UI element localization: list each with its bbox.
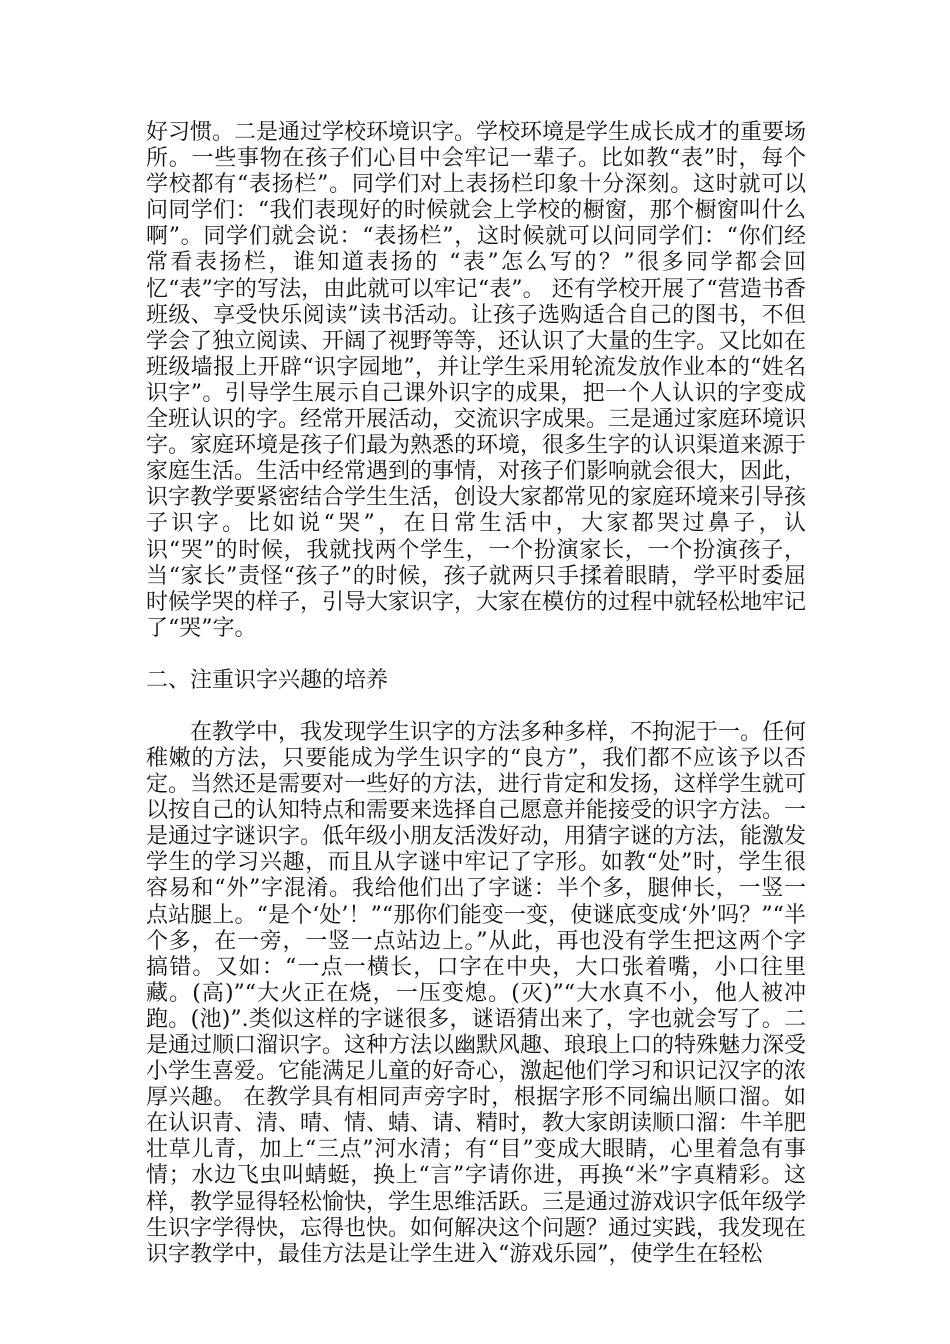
- document-body: [146, 120, 806, 1268]
- section-heading: 二、注重识字兴趣的培养: [146, 667, 389, 693]
- paragraph-2: 在教学中，我发现学生识字的方法多种多样，不拘泥于一。任何稚嫩的方法，只要能成为学生识字的“良方”，我们都不应该予以否定。当然还是需要对一些好的方法，进行肯定和发扬，这样学生就可以按自己的认知特点和需要来选择自己愿意并能接受的识字方法。一是通过字谜识字。低年级小朋友活泼好动，用猜字谜的方法，能激发学生的学习兴趣，而且从字谜中牢记了字形。如教“处”时，学生很容易和“外”字混淆。我给他们出了字谜：半个多，腿伸长，一竖一点站腿上。“是个‘处’！”“那你们能变一变，使谜底变成‘外’吗？”“半个多，在一旁，一竖一点站边上。”从此，再也没有学生把这两个字搞错。又如：“一点一横长，口字在中央，大口张着嘴，小口往里藏。(高)”“大火正在烧，一压变熄。(灭)”“大水真不小，他人被冲跑。(池)”.类似这样的字谜很多，谜语猜出来了，字也就会写了。二是通过顺口溜识字。这种方法以幽默风趣、琅琅上口的特殊魅力深受小学生喜爱。它能满足儿童的好奇心，激起他们学习和识记汉字的浓厚兴趣。 在教学具有相同声旁字时，根据字形不同编出顺口溜。如在认识青、清、晴、情、蜻、请、精时，教大家朗读顺口溜：牛羊肥壮草儿青，加上“三点”河水清；有“目”变成大眼睛，心里着急有事情；水边飞虫叫蜻蜓，换上“言”字请你进，再换“米”字真精彩。这样，教学显得轻松愉快，学生思维活跃。三是通过游戏识字低年级学生识字学得快，忘得也快。如何解决这个问题？通过实践，我发现在识字教学中，最佳方法是让学生进入“游戏乐园”，使学生在轻松: [146, 719, 807, 1267]
- paragraph-1: 好习惯。二是通过学校环境识字。学校环境是学生成长成才的重要场所。一些事物在孩子们心目中会牢记一辈子。比如教“表”时，每个学校都有“表扬栏”。同学们对上表扬栏印象十分深刻。这时就可以问同学们：“我们表现好的时候就会上学校的橱窗，那个橱窗叫什么啊”。同学们就会说：“表扬栏”，这时候就可以问同学们：“你们经常看表扬栏，谁知道表扬的 “表”怎么写的？”很多同学都会回忆“表”字的写法，由此就可以牢记“表”。 还有学校开展了“营造书香班级、享受快乐阅读”读书活动。让孩子选购适合自己的图书，不但学会了独立阅读、开阔了视野等等，还认识了大量的生字。又比如在班级墙报上开辟“识字园地”，并让学生采用轮流发放作业本的“姓名识字”。引导学生展示自己课外识字的成果，把一个人认识的字变成全班认识的字。经常开展活动，交流识字成果。三是通过家庭环境识字。家庭环境是孩子们最为熟悉的环境，很多生字的认识渠道来源于家庭生活。生活中经常遇到的事情，对孩子们影响就会很大，因此，识字教学要紧密结合学生生活，创设大家都常见的家庭环境来引导孩子识字。比如说“哭”，在日常生活中，大家都哭过鼻子，认识“哭”的时候，我就找两个学生，一个扮演家长，一个扮演孩子，当“家长”责怪“孩子”的时候，孩子就两只手揉着眼睛，学平时委屈时候学哭的样子，引导大家识字，大家在模仿的过程中就轻松地牢记了“哭”字。: [146, 120, 807, 641]
